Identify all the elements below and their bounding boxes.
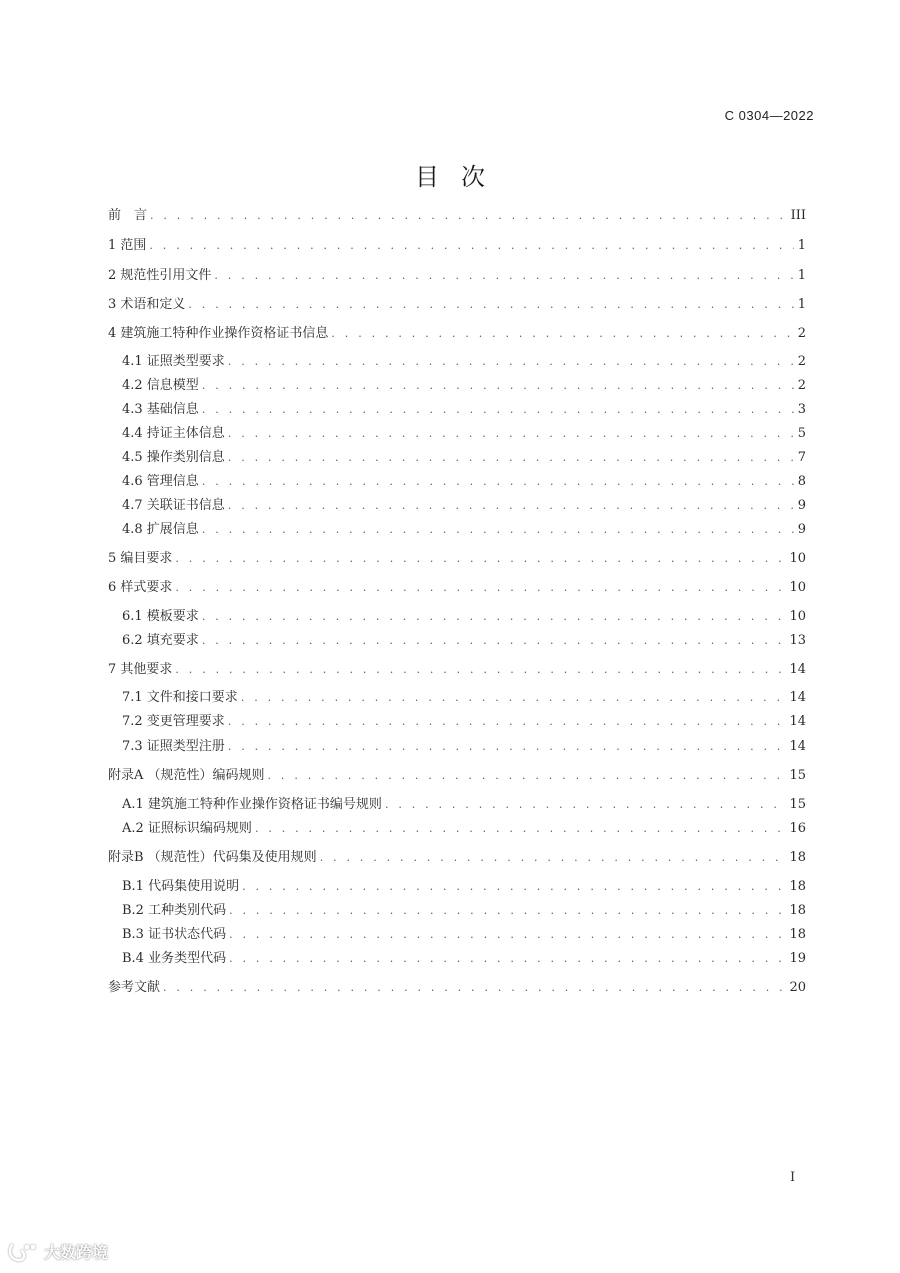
toc-entry-label: 1 范围 [108,238,147,253]
toc-dot-leader [229,925,785,945]
toc-dot-leader [228,448,794,468]
toc-entry-page: 18 [789,879,806,894]
toc-entry-label: 前 言 [108,208,148,223]
toc-dot-leader [202,472,794,492]
toc-entry-label: 3 术语和定义 [108,297,186,312]
toc-entry-label: 4.4 持证主体信息 [122,426,225,441]
toc-dot-leader [320,848,786,868]
toc-entry[interactable] [122,795,806,815]
toc-entry-page: 10 [789,580,806,595]
toc-entry[interactable] [108,324,806,344]
toc-entry-page: 14 [789,739,806,754]
toc-entry[interactable] [122,901,806,921]
toc-entry[interactable] [122,607,806,627]
brand-logo-icon [8,1241,38,1263]
toc-dot-leader [202,376,794,396]
toc-dot-leader [202,631,786,651]
toc-dot-leader [229,949,785,969]
toc-dot-leader [202,607,786,627]
toc-dot-leader [242,877,785,897]
page-number: I [790,1170,796,1185]
toc-entry[interactable] [122,737,806,757]
toc-dot-leader [228,352,794,372]
toc-entry-page: 7 [797,450,806,465]
toc-entry-page: 9 [797,522,806,537]
toc-dot-leader [214,266,793,286]
toc-entry[interactable] [108,578,806,598]
toc-dot-leader [188,295,793,315]
toc-entry-label: 4.2 信息模型 [122,378,199,393]
toc-entry-page: 14 [789,690,806,705]
toc-entry[interactable] [122,712,806,732]
toc-dot-leader [229,901,785,921]
toc-dot-leader [255,819,786,839]
toc-entry-label: 4.1 证照类型要求 [122,354,225,369]
toc-entry-label: 5 编目要求 [108,551,173,566]
toc-entry-page: 18 [789,927,806,942]
toc-entry[interactable] [122,949,806,969]
toc-entry-label: 附录A （规范性）编码规则 [108,768,265,783]
toc-dot-leader [228,424,794,444]
toc-entry-label: 6.2 填充要求 [122,633,199,648]
toc-entry[interactable] [108,206,806,226]
toc-entry-label: 6 样式要求 [108,580,173,595]
toc-entry[interactable] [108,549,806,569]
toc-entry[interactable] [108,236,806,256]
toc-dot-leader [150,206,787,226]
toc-entry[interactable] [122,376,806,396]
toc-entry-label: 参考文献 [108,980,161,995]
toc-entry-label: B.1 代码集使用说明 [122,879,240,894]
toc-entry[interactable] [122,496,806,516]
toc-entry[interactable] [122,819,806,839]
toc-entry-label: A.2 证照标识编码规则 [122,821,252,836]
toc-entry-page: 2 [797,326,806,341]
toc-dot-leader [241,688,786,708]
toc-dot-leader [385,795,786,815]
toc-entry-label: B.4 业务类型代码 [122,951,227,966]
page-title: 目次 [415,163,507,191]
toc-entry[interactable] [122,352,806,372]
toc-entry-page: III [790,208,806,223]
toc-entry-page: 3 [797,402,806,417]
toc-entry[interactable] [108,766,806,786]
watermark [8,1240,108,1263]
toc-entry[interactable] [108,978,806,998]
toc-entry[interactable] [122,688,806,708]
toc-entry-label: B.2 工种类别代码 [122,903,227,918]
toc-entry-page: 1 [797,268,806,283]
toc-dot-leader [149,236,793,256]
toc-entry-page: 1 [797,238,806,253]
toc-entry-page: 2 [797,354,806,369]
toc-entry[interactable] [122,925,806,945]
toc-entry-label: 4.8 扩展信息 [122,522,199,537]
toc-entry-label: 7.3 证照类型注册 [122,739,225,754]
toc-entry-page: 5 [797,426,806,441]
toc-entry-label: 4.3 基础信息 [122,402,199,417]
toc-entry-page: 10 [789,609,806,624]
toc-entry[interactable] [122,472,806,492]
toc-dot-leader [202,520,794,540]
toc-dot-leader [175,660,785,680]
toc-entry-label: A.1 建筑施工特种作业操作资格证书编号规则 [122,797,382,812]
toc-dot-leader [163,978,785,998]
toc-entry-page: 15 [789,797,806,812]
toc-dot-leader [228,496,794,516]
toc-entry[interactable] [122,631,806,651]
toc-entry-label: 4.6 管理信息 [122,474,199,489]
toc-entry-label: 4.7 关联证书信息 [122,498,225,513]
toc-entry-label: 7 其他要求 [108,662,173,677]
toc-entry[interactable] [108,848,806,868]
toc-entry[interactable] [108,295,806,315]
toc-entry-page: 20 [789,980,806,995]
toc-dot-leader [175,549,785,569]
toc-dot-leader [175,578,785,598]
toc-entry-page: 18 [789,903,806,918]
toc-entry-page: 8 [797,474,806,489]
toc-entry[interactable] [122,448,806,468]
toc-entry-label: B.3 证书状态代码 [122,927,227,942]
toc-entry-label: 附录B （规范性）代码集及使用规则 [108,850,317,865]
toc-entry[interactable] [122,400,806,420]
toc-entry-page: 19 [789,951,806,966]
toc-entry[interactable] [122,520,806,540]
toc-entry-page: 15 [789,768,806,783]
toc-entry-label: 7.2 变更管理要求 [122,714,225,729]
toc-entry[interactable] [108,660,806,680]
toc-dot-leader [202,400,794,420]
toc-entry-label: 6.1 模板要求 [122,609,199,624]
toc-entry[interactable] [108,266,806,286]
watermark-text: 大数跨境 [44,1243,109,1262]
toc-entry[interactable] [122,424,806,444]
toc-entry-page: 16 [789,821,806,836]
toc-dot-leader [228,712,786,732]
toc-entry-page: 9 [797,498,806,513]
toc-dot-leader [331,324,793,344]
toc-entry-page: 14 [789,662,806,677]
toc-entry-label: 2 规范性引用文件 [108,268,212,283]
document-code: C 0304—2022 [724,108,814,123]
toc-dot-leader [228,737,786,757]
toc-entry-label: 7.1 文件和接口要求 [122,690,238,705]
toc-entry-page: 13 [789,633,806,648]
toc-dot-leader [268,766,786,786]
toc-entry-page: 14 [789,714,806,729]
toc-entry-page: 10 [789,551,806,566]
toc-entry-page: 2 [797,378,806,393]
toc-entry-page: 18 [789,850,806,865]
toc-entry-page: 1 [797,297,806,312]
toc-entry-label: 4 建筑施工特种作业操作资格证书信息 [108,326,329,341]
toc-entry[interactable] [122,877,806,897]
toc-entry-label: 4.5 操作类别信息 [122,450,225,465]
